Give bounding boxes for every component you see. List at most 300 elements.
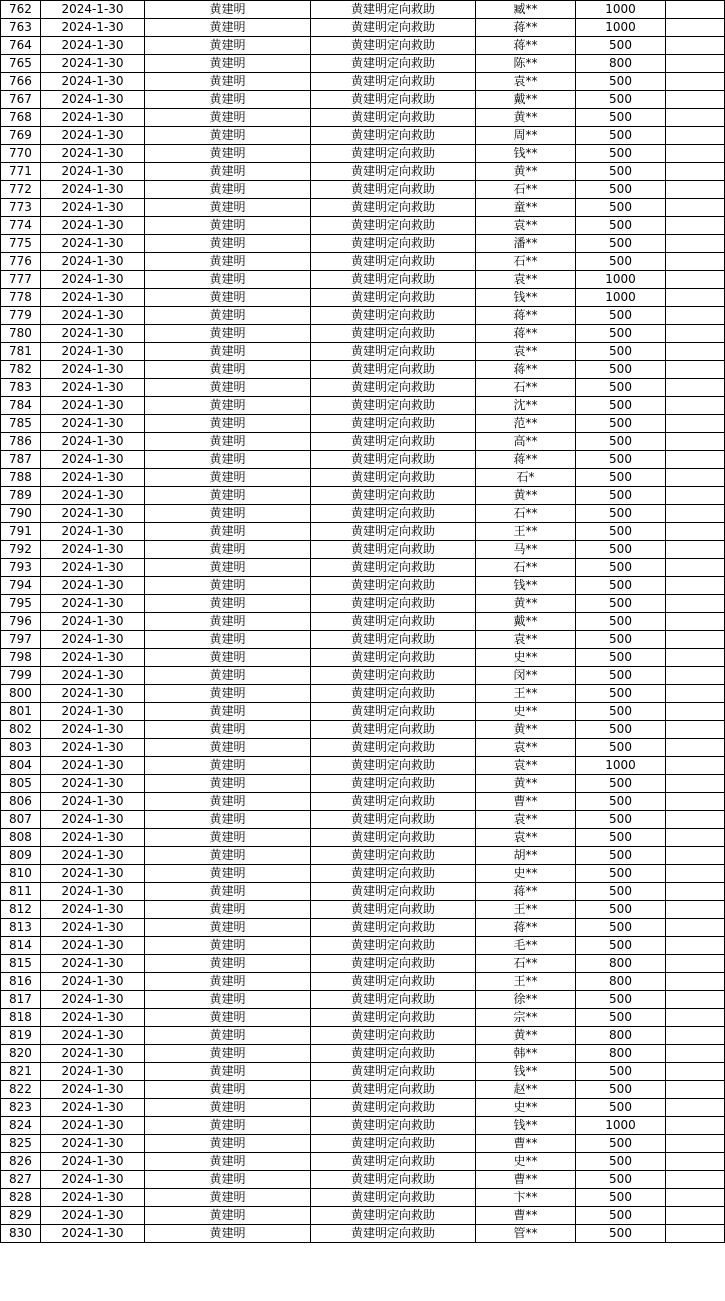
amount-cell: 500 <box>576 253 666 271</box>
donor-cell: 黄建明 <box>145 955 311 973</box>
remarks-cell <box>666 811 725 829</box>
remarks-cell <box>666 577 725 595</box>
amount-cell: 500 <box>576 397 666 415</box>
recipient-cell: 石** <box>476 253 576 271</box>
remarks-cell <box>666 541 725 559</box>
date-cell: 2024-1-30 <box>41 451 145 469</box>
table-row <box>1 775 725 793</box>
project-cell: 黄建明定向救助 <box>311 1117 476 1135</box>
table-row <box>1 487 725 505</box>
project-cell: 黄建明定向救助 <box>311 181 476 199</box>
recipient-cell: 袁** <box>476 217 576 235</box>
donor-cell: 黄建明 <box>145 595 311 613</box>
project-cell: 黄建明定向救助 <box>311 289 476 307</box>
date-cell: 2024-1-30 <box>41 37 145 55</box>
serial-number-cell: 810 <box>1 865 41 883</box>
recipient-cell: 管** <box>476 1225 576 1243</box>
remarks-cell <box>666 739 725 757</box>
serial-number-cell: 803 <box>1 739 41 757</box>
amount-cell: 500 <box>576 505 666 523</box>
project-cell: 黄建明定向救助 <box>311 541 476 559</box>
amount-cell: 1000 <box>576 289 666 307</box>
recipient-cell: 戴** <box>476 91 576 109</box>
serial-number-cell: 812 <box>1 901 41 919</box>
recipient-cell: 石** <box>476 181 576 199</box>
table-row <box>1 1 725 19</box>
remarks-cell <box>666 955 725 973</box>
donor-cell: 黄建明 <box>145 937 311 955</box>
donor-cell: 黄建明 <box>145 1225 311 1243</box>
amount-cell: 1000 <box>576 1 666 19</box>
project-cell: 黄建明定向救助 <box>311 217 476 235</box>
donor-cell: 黄建明 <box>145 1045 311 1063</box>
remarks-cell <box>666 1045 725 1063</box>
project-cell: 黄建明定向救助 <box>311 415 476 433</box>
amount-cell: 500 <box>576 1063 666 1081</box>
amount-cell: 500 <box>576 487 666 505</box>
recipient-cell: 范** <box>476 415 576 433</box>
project-cell: 黄建明定向救助 <box>311 829 476 847</box>
donor-cell: 黄建明 <box>145 685 311 703</box>
remarks-cell <box>666 73 725 91</box>
serial-number-cell: 811 <box>1 883 41 901</box>
amount-cell: 1000 <box>576 757 666 775</box>
date-cell: 2024-1-30 <box>41 397 145 415</box>
donor-cell: 黄建明 <box>145 307 311 325</box>
date-cell: 2024-1-30 <box>41 865 145 883</box>
amount-cell: 800 <box>576 1027 666 1045</box>
recipient-cell: 周** <box>476 127 576 145</box>
table-row <box>1 937 725 955</box>
recipient-cell: 胡** <box>476 847 576 865</box>
date-cell: 2024-1-30 <box>41 91 145 109</box>
donor-cell: 黄建明 <box>145 667 311 685</box>
remarks-cell <box>666 973 725 991</box>
serial-number-cell: 804 <box>1 757 41 775</box>
remarks-cell <box>666 667 725 685</box>
amount-cell: 500 <box>576 613 666 631</box>
date-cell: 2024-1-30 <box>41 1117 145 1135</box>
date-cell: 2024-1-30 <box>41 1081 145 1099</box>
recipient-cell: 卞** <box>476 1189 576 1207</box>
table-row <box>1 1153 725 1171</box>
serial-number-cell: 773 <box>1 199 41 217</box>
donor-cell: 黄建明 <box>145 811 311 829</box>
remarks-cell <box>666 433 725 451</box>
project-cell: 黄建明定向救助 <box>311 73 476 91</box>
donor-cell: 黄建明 <box>145 163 311 181</box>
recipient-cell: 潘** <box>476 235 576 253</box>
table-row <box>1 199 725 217</box>
date-cell: 2024-1-30 <box>41 1189 145 1207</box>
serial-number-cell: 802 <box>1 721 41 739</box>
project-cell: 黄建明定向救助 <box>311 91 476 109</box>
amount-cell: 500 <box>576 523 666 541</box>
serial-number-cell: 765 <box>1 55 41 73</box>
serial-number-cell: 805 <box>1 775 41 793</box>
amount-cell: 1000 <box>576 19 666 37</box>
donor-cell: 黄建明 <box>145 1 311 19</box>
remarks-cell <box>666 91 725 109</box>
project-cell: 黄建明定向救助 <box>311 595 476 613</box>
table-row <box>1 721 725 739</box>
date-cell: 2024-1-30 <box>41 1045 145 1063</box>
donor-cell: 黄建明 <box>145 991 311 1009</box>
recipient-cell: 戴** <box>476 613 576 631</box>
remarks-cell <box>666 181 725 199</box>
remarks-cell <box>666 289 725 307</box>
table-row <box>1 1117 725 1135</box>
project-cell: 黄建明定向救助 <box>311 379 476 397</box>
project-cell: 黄建明定向救助 <box>311 19 476 37</box>
donor-cell: 黄建明 <box>145 847 311 865</box>
donor-cell: 黄建明 <box>145 415 311 433</box>
remarks-cell <box>666 217 725 235</box>
amount-cell: 500 <box>576 1225 666 1243</box>
project-cell: 黄建明定向救助 <box>311 523 476 541</box>
table-row <box>1 1189 725 1207</box>
table-row <box>1 415 725 433</box>
donor-cell: 黄建明 <box>145 1171 311 1189</box>
recipient-cell: 钱** <box>476 289 576 307</box>
amount-cell: 500 <box>576 1009 666 1027</box>
date-cell: 2024-1-30 <box>41 1 145 19</box>
date-cell: 2024-1-30 <box>41 631 145 649</box>
project-cell: 黄建明定向救助 <box>311 847 476 865</box>
donor-cell: 黄建明 <box>145 469 311 487</box>
donor-cell: 黄建明 <box>145 55 311 73</box>
project-cell: 黄建明定向救助 <box>311 721 476 739</box>
table-row <box>1 379 725 397</box>
recipient-cell: 王** <box>476 523 576 541</box>
recipient-cell: 蒋** <box>476 307 576 325</box>
project-cell: 黄建明定向救助 <box>311 631 476 649</box>
amount-cell: 500 <box>576 919 666 937</box>
date-cell: 2024-1-30 <box>41 1135 145 1153</box>
project-cell: 黄建明定向救助 <box>311 55 476 73</box>
serial-number-cell: 780 <box>1 325 41 343</box>
date-cell: 2024-1-30 <box>41 361 145 379</box>
remarks-cell <box>666 361 725 379</box>
date-cell: 2024-1-30 <box>41 55 145 73</box>
amount-cell: 500 <box>576 937 666 955</box>
amount-cell: 1000 <box>576 271 666 289</box>
project-cell: 黄建明定向救助 <box>311 1171 476 1189</box>
remarks-cell <box>666 1027 725 1045</box>
project-cell: 黄建明定向救助 <box>311 667 476 685</box>
serial-number-cell: 813 <box>1 919 41 937</box>
ledger-body <box>1 1 725 1243</box>
remarks-cell <box>666 703 725 721</box>
table-row <box>1 811 725 829</box>
remarks-cell <box>666 865 725 883</box>
recipient-cell: 钱** <box>476 577 576 595</box>
remarks-cell <box>666 757 725 775</box>
donor-cell: 黄建明 <box>145 19 311 37</box>
recipient-cell: 史** <box>476 1153 576 1171</box>
project-cell: 黄建明定向救助 <box>311 127 476 145</box>
remarks-cell <box>666 55 725 73</box>
serial-number-cell: 782 <box>1 361 41 379</box>
serial-number-cell: 822 <box>1 1081 41 1099</box>
table-row <box>1 631 725 649</box>
amount-cell: 500 <box>576 469 666 487</box>
project-cell: 黄建明定向救助 <box>311 1 476 19</box>
amount-cell: 500 <box>576 1189 666 1207</box>
date-cell: 2024-1-30 <box>41 901 145 919</box>
recipient-cell: 黄** <box>476 487 576 505</box>
recipient-cell: 黄** <box>476 1027 576 1045</box>
serial-number-cell: 797 <box>1 631 41 649</box>
serial-number-cell: 830 <box>1 1225 41 1243</box>
amount-cell: 500 <box>576 793 666 811</box>
amount-cell: 500 <box>576 433 666 451</box>
recipient-cell: 曹** <box>476 793 576 811</box>
project-cell: 黄建明定向救助 <box>311 1063 476 1081</box>
serial-number-cell: 774 <box>1 217 41 235</box>
serial-number-cell: 772 <box>1 181 41 199</box>
donor-cell: 黄建明 <box>145 181 311 199</box>
amount-cell: 800 <box>576 955 666 973</box>
project-cell: 黄建明定向救助 <box>311 937 476 955</box>
date-cell: 2024-1-30 <box>41 919 145 937</box>
amount-cell: 800 <box>576 973 666 991</box>
table-row <box>1 307 725 325</box>
donor-cell: 黄建明 <box>145 1207 311 1225</box>
recipient-cell: 王** <box>476 685 576 703</box>
donor-cell: 黄建明 <box>145 793 311 811</box>
serial-number-cell: 818 <box>1 1009 41 1027</box>
date-cell: 2024-1-30 <box>41 595 145 613</box>
date-cell: 2024-1-30 <box>41 667 145 685</box>
remarks-cell <box>666 649 725 667</box>
donor-cell: 黄建明 <box>145 505 311 523</box>
project-cell: 黄建明定向救助 <box>311 1207 476 1225</box>
date-cell: 2024-1-30 <box>41 649 145 667</box>
project-cell: 黄建明定向救助 <box>311 883 476 901</box>
recipient-cell: 史** <box>476 649 576 667</box>
date-cell: 2024-1-30 <box>41 1225 145 1243</box>
recipient-cell: 石** <box>476 379 576 397</box>
recipient-cell: 史** <box>476 865 576 883</box>
remarks-cell <box>666 19 725 37</box>
table-row <box>1 685 725 703</box>
recipient-cell: 王** <box>476 973 576 991</box>
project-cell: 黄建明定向救助 <box>311 505 476 523</box>
project-cell: 黄建明定向救助 <box>311 559 476 577</box>
recipient-cell: 沈** <box>476 397 576 415</box>
project-cell: 黄建明定向救助 <box>311 1027 476 1045</box>
table-row <box>1 235 725 253</box>
remarks-cell <box>666 559 725 577</box>
date-cell: 2024-1-30 <box>41 127 145 145</box>
serial-number-cell: 786 <box>1 433 41 451</box>
date-cell: 2024-1-30 <box>41 721 145 739</box>
recipient-cell: 蒋** <box>476 19 576 37</box>
date-cell: 2024-1-30 <box>41 19 145 37</box>
amount-cell: 500 <box>576 649 666 667</box>
remarks-cell <box>666 523 725 541</box>
table-row <box>1 883 725 901</box>
recipient-cell: 袁** <box>476 73 576 91</box>
serial-number-cell: 763 <box>1 19 41 37</box>
table-row <box>1 649 725 667</box>
donor-cell: 黄建明 <box>145 397 311 415</box>
donor-cell: 黄建明 <box>145 559 311 577</box>
donor-cell: 黄建明 <box>145 487 311 505</box>
serial-number-cell: 779 <box>1 307 41 325</box>
date-cell: 2024-1-30 <box>41 793 145 811</box>
amount-cell: 500 <box>576 415 666 433</box>
table-row <box>1 271 725 289</box>
date-cell: 2024-1-30 <box>41 541 145 559</box>
date-cell: 2024-1-30 <box>41 307 145 325</box>
remarks-cell <box>666 847 725 865</box>
recipient-cell: 王** <box>476 901 576 919</box>
donor-cell: 黄建明 <box>145 1081 311 1099</box>
project-cell: 黄建明定向救助 <box>311 253 476 271</box>
donor-cell: 黄建明 <box>145 343 311 361</box>
remarks-cell <box>666 793 725 811</box>
project-cell: 黄建明定向救助 <box>311 1225 476 1243</box>
date-cell: 2024-1-30 <box>41 109 145 127</box>
table-row <box>1 181 725 199</box>
donor-cell: 黄建明 <box>145 1009 311 1027</box>
recipient-cell: 蒋** <box>476 361 576 379</box>
donor-cell: 黄建明 <box>145 901 311 919</box>
date-cell: 2024-1-30 <box>41 1063 145 1081</box>
amount-cell: 500 <box>576 163 666 181</box>
amount-cell: 500 <box>576 37 666 55</box>
recipient-cell: 蒋** <box>476 451 576 469</box>
recipient-cell: 袁** <box>476 811 576 829</box>
table-row <box>1 739 725 757</box>
remarks-cell <box>666 919 725 937</box>
amount-cell: 500 <box>576 595 666 613</box>
date-cell: 2024-1-30 <box>41 955 145 973</box>
serial-number-cell: 795 <box>1 595 41 613</box>
table-row <box>1 955 725 973</box>
recipient-cell: 臧** <box>476 1 576 19</box>
date-cell: 2024-1-30 <box>41 343 145 361</box>
serial-number-cell: 776 <box>1 253 41 271</box>
serial-number-cell: 824 <box>1 1117 41 1135</box>
remarks-cell <box>666 1009 725 1027</box>
serial-number-cell: 816 <box>1 973 41 991</box>
donor-cell: 黄建明 <box>145 361 311 379</box>
recipient-cell: 陈** <box>476 55 576 73</box>
date-cell: 2024-1-30 <box>41 1153 145 1171</box>
project-cell: 黄建明定向救助 <box>311 757 476 775</box>
table-row <box>1 19 725 37</box>
date-cell: 2024-1-30 <box>41 271 145 289</box>
table-row <box>1 289 725 307</box>
table-row <box>1 55 725 73</box>
table-row <box>1 433 725 451</box>
recipient-cell: 石** <box>476 955 576 973</box>
remarks-cell <box>666 145 725 163</box>
table-row <box>1 1009 725 1027</box>
date-cell: 2024-1-30 <box>41 433 145 451</box>
recipient-cell: 曹** <box>476 1135 576 1153</box>
table-row <box>1 541 725 559</box>
serial-number-cell: 808 <box>1 829 41 847</box>
amount-cell: 500 <box>576 667 666 685</box>
remarks-cell <box>666 775 725 793</box>
donor-cell: 黄建明 <box>145 829 311 847</box>
project-cell: 黄建明定向救助 <box>311 973 476 991</box>
date-cell: 2024-1-30 <box>41 703 145 721</box>
serial-number-cell: 792 <box>1 541 41 559</box>
amount-cell: 500 <box>576 235 666 253</box>
donor-cell: 黄建明 <box>145 775 311 793</box>
serial-number-cell: 767 <box>1 91 41 109</box>
project-cell: 黄建明定向救助 <box>311 865 476 883</box>
donor-cell: 黄建明 <box>145 613 311 631</box>
table-row <box>1 37 725 55</box>
date-cell: 2024-1-30 <box>41 379 145 397</box>
remarks-cell <box>666 199 725 217</box>
date-cell: 2024-1-30 <box>41 235 145 253</box>
serial-number-cell: 789 <box>1 487 41 505</box>
table-row <box>1 901 725 919</box>
serial-number-cell: 820 <box>1 1045 41 1063</box>
remarks-cell <box>666 271 725 289</box>
amount-cell: 500 <box>576 127 666 145</box>
table-row <box>1 73 725 91</box>
recipient-cell: 高** <box>476 433 576 451</box>
remarks-cell <box>666 325 725 343</box>
serial-number-cell: 829 <box>1 1207 41 1225</box>
donor-cell: 黄建明 <box>145 703 311 721</box>
remarks-cell <box>666 613 725 631</box>
serial-number-cell: 781 <box>1 343 41 361</box>
project-cell: 黄建明定向救助 <box>311 613 476 631</box>
serial-number-cell: 814 <box>1 937 41 955</box>
date-cell: 2024-1-30 <box>41 1171 145 1189</box>
project-cell: 黄建明定向救助 <box>311 469 476 487</box>
project-cell: 黄建明定向救助 <box>311 37 476 55</box>
serial-number-cell: 766 <box>1 73 41 91</box>
project-cell: 黄建明定向救助 <box>311 343 476 361</box>
donor-cell: 黄建明 <box>145 325 311 343</box>
serial-number-cell: 788 <box>1 469 41 487</box>
serial-number-cell: 769 <box>1 127 41 145</box>
remarks-cell <box>666 1081 725 1099</box>
serial-number-cell: 793 <box>1 559 41 577</box>
serial-number-cell: 821 <box>1 1063 41 1081</box>
amount-cell: 500 <box>576 343 666 361</box>
amount-cell: 500 <box>576 379 666 397</box>
remarks-cell <box>666 127 725 145</box>
table-row <box>1 919 725 937</box>
recipient-cell: 黄** <box>476 163 576 181</box>
date-cell: 2024-1-30 <box>41 145 145 163</box>
donor-cell: 黄建明 <box>145 127 311 145</box>
project-cell: 黄建明定向救助 <box>311 811 476 829</box>
date-cell: 2024-1-30 <box>41 73 145 91</box>
project-cell: 黄建明定向救助 <box>311 145 476 163</box>
recipient-cell: 黄** <box>476 595 576 613</box>
amount-cell: 500 <box>576 847 666 865</box>
serial-number-cell: 770 <box>1 145 41 163</box>
serial-number-cell: 762 <box>1 1 41 19</box>
recipient-cell: 毛** <box>476 937 576 955</box>
serial-number-cell: 794 <box>1 577 41 595</box>
remarks-cell <box>666 631 725 649</box>
amount-cell: 500 <box>576 1099 666 1117</box>
table-row <box>1 253 725 271</box>
